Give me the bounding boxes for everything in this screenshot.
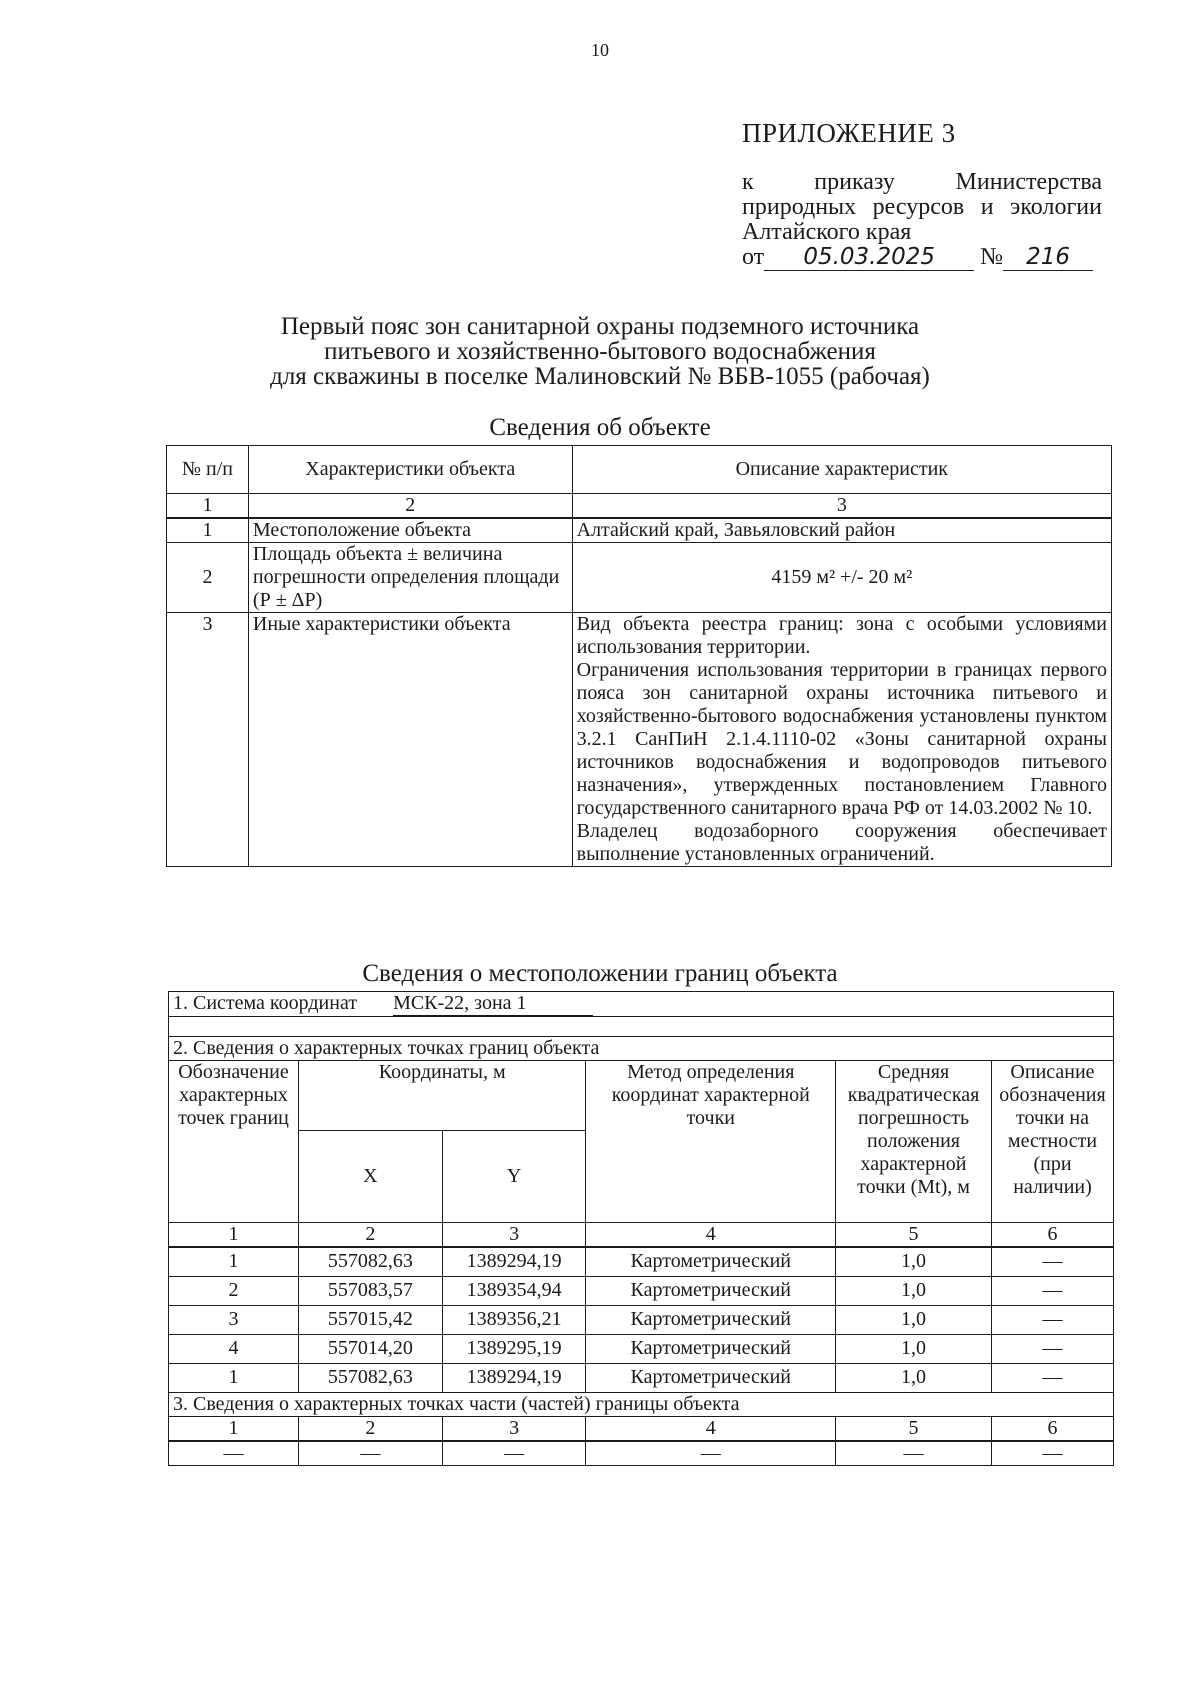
point-y: 1389295,19 <box>442 1334 586 1363</box>
point-label: 3 <box>169 1305 299 1334</box>
point-method: Картометрический <box>586 1276 836 1305</box>
part-cell: — <box>442 1441 586 1466</box>
part-cell: — <box>586 1441 836 1466</box>
part-points-row <box>169 1441 1114 1466</box>
header-point: Обозначение характерных точек границ <box>169 1061 299 1223</box>
header-desc: Описание обозначения точки на местности (при наличии) <box>992 1061 1114 1223</box>
number-prefix: № <box>980 244 1004 270</box>
row-num: 1 <box>167 518 249 543</box>
title-line-2: питьевого и хозяйственно-бытового водоснабжения <box>324 338 876 365</box>
point-x: 557082,63 <box>298 1363 442 1392</box>
point-x: 557015,42 <box>298 1305 442 1334</box>
col-number: 4 <box>586 1416 836 1441</box>
row-description: Алтайский край, Завьяловский район <box>572 518 1111 543</box>
date-prefix: от <box>742 244 765 270</box>
point-error: 1,0 <box>836 1305 992 1334</box>
part-cell: — <box>836 1441 992 1466</box>
handwritten-date: 05.03.2025 <box>764 244 974 271</box>
point-x: 557082,63 <box>298 1247 442 1276</box>
point-method: Картометрический <box>586 1247 836 1276</box>
col-number: 5 <box>836 1223 992 1248</box>
section2-heading: 2. Сведения о характерных точках границ объекта <box>169 1037 1114 1061</box>
handwritten-number: 216 <box>1003 244 1093 271</box>
col-number: 5 <box>836 1416 992 1441</box>
object-info-numbers-row <box>167 494 1112 519</box>
point-x: 557014,20 <box>298 1334 442 1363</box>
coord-system-cell <box>169 992 1114 1017</box>
header-y: Y <box>442 1131 586 1223</box>
point-desc: — <box>992 1363 1114 1392</box>
header-num: № п/п <box>167 446 249 494</box>
points-header-row <box>169 1061 1114 1131</box>
point-y: 1389294,19 <box>442 1247 586 1276</box>
appendix-title: ПРИЛОЖЕНИЕ 3 <box>742 118 956 148</box>
point-error: 1,0 <box>836 1363 992 1392</box>
table-row <box>167 613 1112 867</box>
point-x: 557083,57 <box>298 1276 442 1305</box>
table-row <box>167 543 1112 613</box>
point-label: 1 <box>169 1247 299 1276</box>
point-y: 1389356,21 <box>442 1305 586 1334</box>
spacer-cell <box>169 1017 1114 1037</box>
col-number: 2 <box>248 494 572 519</box>
point-desc: — <box>992 1247 1114 1276</box>
coord-system-value: МСК-22, зона 1 <box>393 992 593 1016</box>
table-row <box>169 1276 1114 1305</box>
col-number: 2 <box>298 1223 442 1248</box>
point-error: 1,0 <box>836 1276 992 1305</box>
document-title <box>120 314 1080 389</box>
header-coords: Координаты, м <box>298 1061 586 1131</box>
point-method: Картометрический <box>586 1363 836 1392</box>
row-description <box>572 613 1111 867</box>
coord-system-label: 1. Система координат <box>173 992 358 1014</box>
point-method: Картометрический <box>586 1334 836 1363</box>
header-x: X <box>298 1131 442 1223</box>
point-desc: — <box>992 1276 1114 1305</box>
table-row <box>169 1247 1114 1276</box>
point-desc: — <box>992 1305 1114 1334</box>
col-number: 6 <box>992 1223 1114 1248</box>
col-number: 1 <box>169 1223 299 1248</box>
section2-row <box>169 1037 1114 1061</box>
part-cell: — <box>992 1441 1114 1466</box>
location-info-table <box>168 991 1114 1466</box>
description-paragraph: Вид объекта реестра границ: зона с особыми условиями использования территории. <box>576 613 1107 658</box>
row-description: 4159 м² +/- 20 м² <box>572 543 1111 613</box>
title-line-3: для скважины в поселке Малиновский № ВБВ-1055 (рабочая) <box>270 363 930 390</box>
col-number: 4 <box>586 1223 836 1248</box>
table-row <box>167 518 1112 543</box>
row-characteristic: Местоположение объекта <box>248 518 572 543</box>
col-numbers-row <box>169 1223 1114 1248</box>
section3-row <box>169 1392 1114 1416</box>
col-number: 3 <box>442 1416 586 1441</box>
coord-system-row <box>169 992 1114 1017</box>
header-error: Средняя квадратическая погрешность положения характерной точки (Mt), м <box>836 1061 992 1223</box>
point-error: 1,0 <box>836 1247 992 1276</box>
col-number: 6 <box>992 1416 1114 1441</box>
row-characteristic: Иные характеристики объекта <box>248 613 572 867</box>
point-label: 2 <box>169 1276 299 1305</box>
header-method: Метод определения координат характерной точки <box>586 1061 836 1223</box>
object-info-header-row <box>167 446 1112 494</box>
col-number: 1 <box>167 494 249 519</box>
row-characteristic: Площадь объекта ± величина погрешности определения площади (Р ± ΔР) <box>248 543 572 613</box>
point-label: 4 <box>169 1334 299 1363</box>
col-number: 3 <box>572 494 1111 519</box>
row-num: 2 <box>167 543 249 613</box>
point-method: Картометрический <box>586 1305 836 1334</box>
part-cell: — <box>169 1441 299 1466</box>
order-date-line <box>742 244 1093 271</box>
col-number: 3 <box>442 1223 586 1248</box>
col-numbers-row <box>169 1416 1114 1441</box>
table-row <box>169 1363 1114 1392</box>
spacer-row <box>169 1017 1114 1037</box>
table-row <box>169 1334 1114 1363</box>
table-row <box>169 1305 1114 1334</box>
point-desc: — <box>992 1334 1114 1363</box>
object-info-table <box>166 445 1112 867</box>
header-description: Описание характеристик <box>572 446 1111 494</box>
location-info-title: Сведения о местоположении границ объекта <box>362 960 838 987</box>
object-info-title: Сведения об объекте <box>489 414 711 441</box>
header-characteristic: Характеристики объекта <box>248 446 572 494</box>
title-line-1: Первый пояс зон санитарной охраны подземного источника <box>280 313 920 340</box>
row-num: 3 <box>167 613 249 867</box>
point-y: 1389354,94 <box>442 1276 586 1305</box>
part-cell: — <box>298 1441 442 1466</box>
col-number: 2 <box>298 1416 442 1441</box>
col-number: 1 <box>169 1416 299 1441</box>
appendix-order-reference: к приказу Министерства природных ресурсов и экологии Алтайского края <box>742 169 1102 245</box>
description-paragraph: Владелец водозаборного сооружения обеспечивает выполнение установленных ограничений. <box>576 820 1107 865</box>
section3-heading: 3. Сведения о характерных точках части (частей) границы объекта <box>169 1392 1114 1416</box>
point-label: 1 <box>169 1363 299 1392</box>
point-y: 1389294,19 <box>442 1363 586 1392</box>
page-number: 10 <box>591 40 609 60</box>
description-paragraph: Ограничения использования территории в границах первого пояса зон санитарной охраны источника питьевого и хозяйственно-бытового водоснабжения установлены пунктом 3.2.1 СанПиН 2.1.4.1110-02 «Зоны санитарной охраны источников водоснабжения и водопроводов питьевого назначения», утвержденных постановлением Главного государственного санитарного врача РФ от 14.03.2002 № 10. <box>576 659 1107 819</box>
point-error: 1,0 <box>836 1334 992 1363</box>
